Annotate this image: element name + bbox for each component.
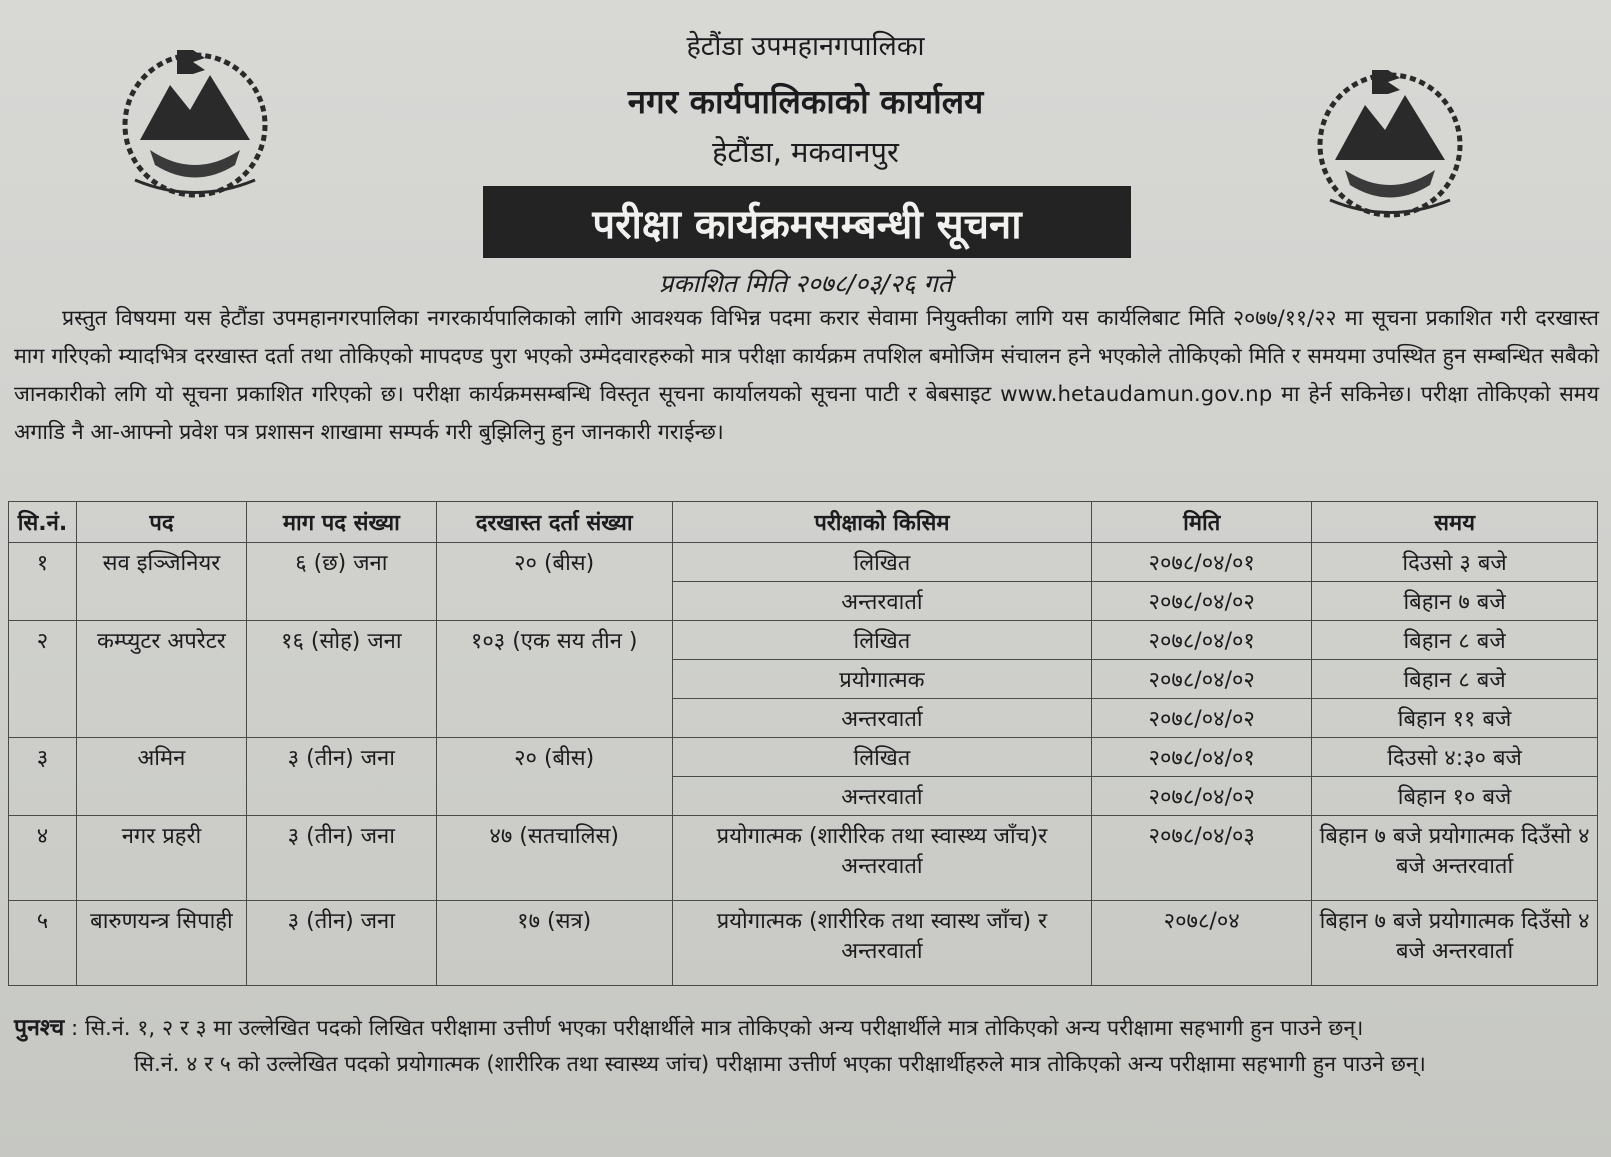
municipality-name: हेटौंडा उपमहानगपालिका [686, 31, 925, 62]
cell-date: २०७८/०४/०२ [1092, 699, 1312, 738]
col-header: पद [76, 502, 246, 543]
cell-exam-type: लिखित [672, 621, 1092, 660]
col-header: दरखास्त दर्ता संख्या [436, 502, 672, 543]
cell-applications: २० (बीस) [436, 738, 672, 816]
table-row [9, 738, 1598, 777]
table-row [9, 543, 1598, 582]
postscript-label: पुनश्च [14, 1015, 65, 1041]
cell-sn: ५ [9, 901, 77, 986]
cell-post: कम्प्युटर अपरेटर [76, 621, 246, 738]
col-header: परीक्षाको किसिम [672, 502, 1092, 543]
postscript-text-2: सि.नं. ४ र ५ को उल्लेखित पदको प्रयोगात्मक (शारीरिक तथा स्वास्थ्य जांच) परीक्षामा उत्तीर्ण भएका परीक्षार्थीहरुले मात्र तोकिएको अन्य परीक्षामा सहभागी हुन पाउने छन्। [134, 1052, 1426, 1077]
col-header: माग पद संख्या [246, 502, 436, 543]
cell-sn: २ [9, 621, 77, 738]
published-date: प्रकाशित मिति २०७८/०३/२६ गते [659, 269, 952, 298]
cell-sn: ३ [9, 738, 77, 816]
cell-post: अमिन [76, 738, 246, 816]
cell-applications: १७ (सत्र) [436, 901, 672, 986]
table-header-row [9, 502, 1598, 543]
cell-time: बिहान ८ बजे [1312, 660, 1598, 699]
cell-date: २०७८/०४/०२ [1092, 777, 1312, 816]
cell-date: २०७८/०४/०१ [1092, 543, 1312, 582]
cell-demand: ३ (तीन) जना [246, 901, 436, 986]
notice-title: परीक्षा कार्यक्रमसम्बन्धी सूचना [483, 186, 1131, 258]
cell-exam-type: अन्तरवार्ता [672, 582, 1092, 621]
cell-time: बिहान ८ बजे [1312, 621, 1598, 660]
postscript [14, 1010, 1594, 1083]
cell-time: बिहान ७ बजे [1312, 582, 1598, 621]
cell-date: २०७८/०४/०३ [1092, 816, 1312, 901]
table-row [9, 621, 1598, 660]
col-header: सि.नं. [9, 502, 77, 543]
cell-demand: ३ (तीन) जना [246, 738, 436, 816]
cell-demand: ६ (छ) जना [246, 543, 436, 621]
office-name: नगर कार्यपालिकाको कार्यालय [627, 82, 984, 121]
cell-post: नगर प्रहरी [76, 816, 246, 901]
postscript-line-1 [14, 1010, 1594, 1047]
cell-exam-type: लिखित [672, 738, 1092, 777]
cell-time: बिहान ७ बजे प्रयोगात्मक दिउँसो ४ बजे अन्तरवार्ता [1312, 816, 1598, 901]
cell-demand: ३ (तीन) जना [246, 816, 436, 901]
cell-date: २०७८/०४/०२ [1092, 660, 1312, 699]
cell-exam-type: अन्तरवार्ता [672, 699, 1092, 738]
cell-time: दिउसो ४:३० बजे [1312, 738, 1598, 777]
cell-date: २०७८/०४ [1092, 901, 1312, 986]
cell-exam-type: प्रयोगात्मक (शारीरिक तथा स्वास्थ जाँच) र अन्तरवार्ता [672, 901, 1092, 986]
cell-sn: ४ [9, 816, 77, 901]
cell-demand: १६ (सोह) जना [246, 621, 436, 738]
cell-sn: १ [9, 543, 77, 621]
cell-post: सव इञ्जिनियर [76, 543, 246, 621]
cell-applications: ४७ (सतचालिस) [436, 816, 672, 901]
cell-exam-type: लिखित [672, 543, 1092, 582]
col-header: समय [1312, 502, 1598, 543]
cell-date: २०७८/०४/०१ [1092, 738, 1312, 777]
office-address: हेटौंडा, मकवानपुर [712, 135, 899, 169]
cell-applications: २० (बीस) [436, 543, 672, 621]
notice-body-paragraph: प्रस्तुत विषयमा यस हेटौंडा उपमहानगरपालिका नगरकार्यपालिकाको लागि आवश्यक विभिन्न पदमा करार सेवामा नियुक्तीका लागि यस कार्यलिबाट मिति २०७७/११/२२ मा सूचना प्रकाशित गरी दरखास्त माग गरिएको म्यादभित्र दरखास्त दर्ता तथा तोकिएको मापदण्ड पुरा भएको उम्मेदवारहरुको मात्र परीक्षा कार्यक्रम तपशिल बमोजिम संचालन हने भएकोले तोकिएको मिति र समयमा उपस्थित हुन सम्बन्धित सबैको जानकारीको लगि यो सूचना प्रकाशित गरिएको छ। परीक्षा कार्यक्रमसम्बन्धि विस्तृत सूचना कार्यालयको सूचना पाटी र बेबसाइट www.hetaudamun.gov.np मा हेर्न सकिनेछ। परीक्षा तोकिएको समय अगाडि नै आ-आफ्नो प्रवेश पत्र प्रशासन शाखामा सम्पर्क गरी बुझिलिनु हुन जानकारी गराईन्छ। [14, 306, 1599, 445]
cell-time: बिहान ११ बजे [1312, 699, 1598, 738]
cell-exam-type: प्रयोगात्मक [672, 660, 1092, 699]
exam-schedule-table [8, 501, 1598, 986]
cell-time: बिहान १० बजे [1312, 777, 1598, 816]
postscript-text-1: : सि.नं. १, २ र ३ मा उल्लेखित पदको लिखित परीक्षामा उत्तीर्ण भएका परीक्षार्थीले मात्र तोकिएको अन्य परीक्षार्थीले मात्र तोकिएको अन्य परीक्षामा सहभागी हुन पाउने छन्। [71, 1016, 1364, 1041]
table-row [9, 816, 1598, 901]
cell-exam-type: अन्तरवार्ता [672, 777, 1092, 816]
cell-time: बिहान ७ बजे प्रयोगात्मक दिउँसो ४ बजे अन्तरवार्ता [1312, 901, 1598, 986]
col-header: मिति [1092, 502, 1312, 543]
cell-post: बारुणयन्त्र सिपाही [76, 901, 246, 986]
cell-date: २०७८/०४/०२ [1092, 582, 1312, 621]
cell-date: २०७८/०४/०१ [1092, 621, 1312, 660]
cell-time: दिउसो ३ बजे [1312, 543, 1598, 582]
table-row [9, 901, 1598, 986]
cell-exam-type: प्रयोगात्मक (शारीरिक तथा स्वास्थ्य जाँच)र अन्तरवार्ता [672, 816, 1092, 901]
cell-applications: १०३ (एक सय तीन ) [436, 621, 672, 738]
